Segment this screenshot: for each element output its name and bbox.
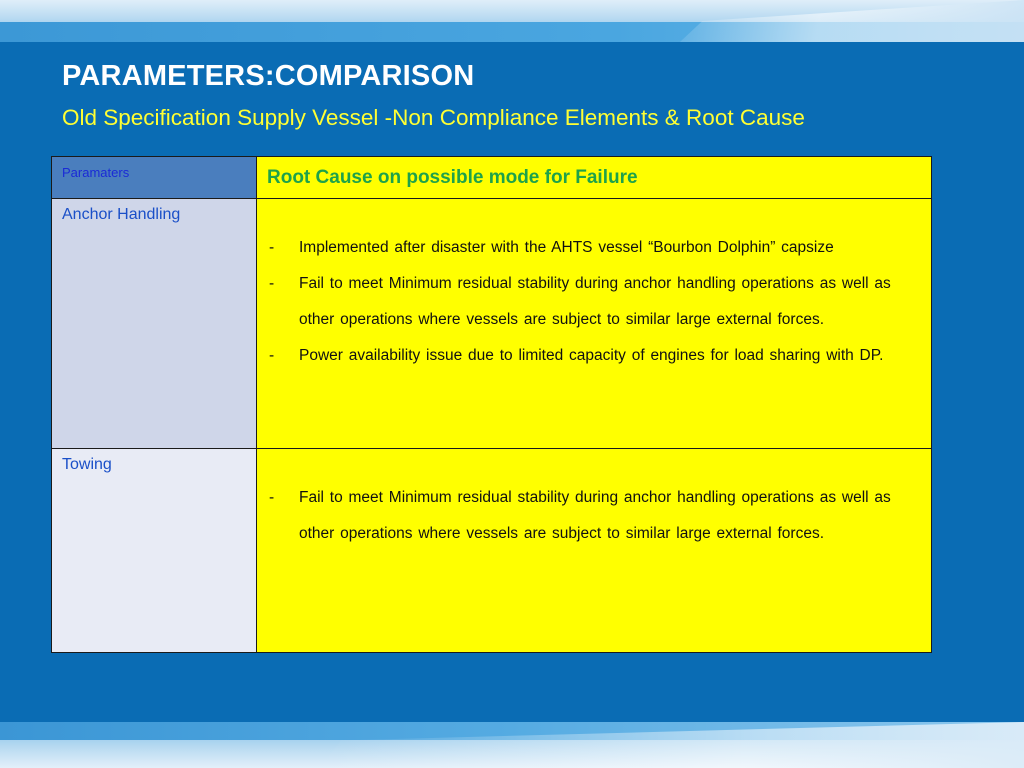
header-parameters-cell — [52, 157, 257, 199]
root-cause-text: Power availability issue due to limited capacity of engines for load sharing with DP. — [299, 347, 884, 364]
parameter-label: Towing — [62, 456, 112, 473]
header-root-cause-label: Root Cause on possible mode for Failure — [267, 167, 638, 188]
root-cause-item — [267, 480, 921, 552]
bottom-decorative-band — [0, 722, 1024, 768]
bullet-dash: - — [269, 275, 275, 292]
root-cause-list — [267, 199, 921, 374]
parameter-cell-towing — [52, 449, 257, 653]
root-cause-text: Fail to meet Minimum residual stability during anchor handling operations as well as other operations where vessels are subject to similar large external forces. — [299, 275, 891, 328]
top-swoosh — [650, 0, 1024, 42]
root-cause-list — [267, 449, 921, 552]
slide-title: PARAMETERS:COMPARISON — [62, 60, 475, 92]
top-decorative-band — [0, 0, 1024, 42]
parameter-label: Anchor Handling — [62, 206, 181, 223]
root-cause-item — [267, 266, 921, 338]
root-cause-item — [267, 230, 921, 266]
header-root-cause-cell — [257, 157, 932, 199]
table-header-row — [52, 157, 932, 199]
bullet-dash: - — [269, 239, 275, 256]
root-cause-item — [267, 338, 921, 374]
header-parameters-label: Paramaters — [62, 165, 130, 180]
root-cause-text: Implemented after disaster with the AHTS vessel “Bourbon Dolphin” capsize — [299, 239, 834, 256]
root-cause-cell-anchor-handling — [257, 199, 932, 449]
parameter-cell-anchor-handling — [52, 199, 257, 449]
table-row — [52, 199, 932, 449]
bullet-dash: - — [269, 347, 275, 364]
bullet-dash: - — [269, 489, 275, 506]
root-cause-cell-towing — [257, 449, 932, 653]
root-cause-text: Fail to meet Minimum residual stability during anchor handling operations as well as other operations where vessels are subject to similar large external forces. — [299, 489, 891, 542]
slide-subtitle: Old Specification Supply Vessel -Non Compliance Elements & Root Cause — [62, 105, 805, 130]
comparison-table — [51, 156, 932, 653]
table-row — [52, 449, 932, 653]
